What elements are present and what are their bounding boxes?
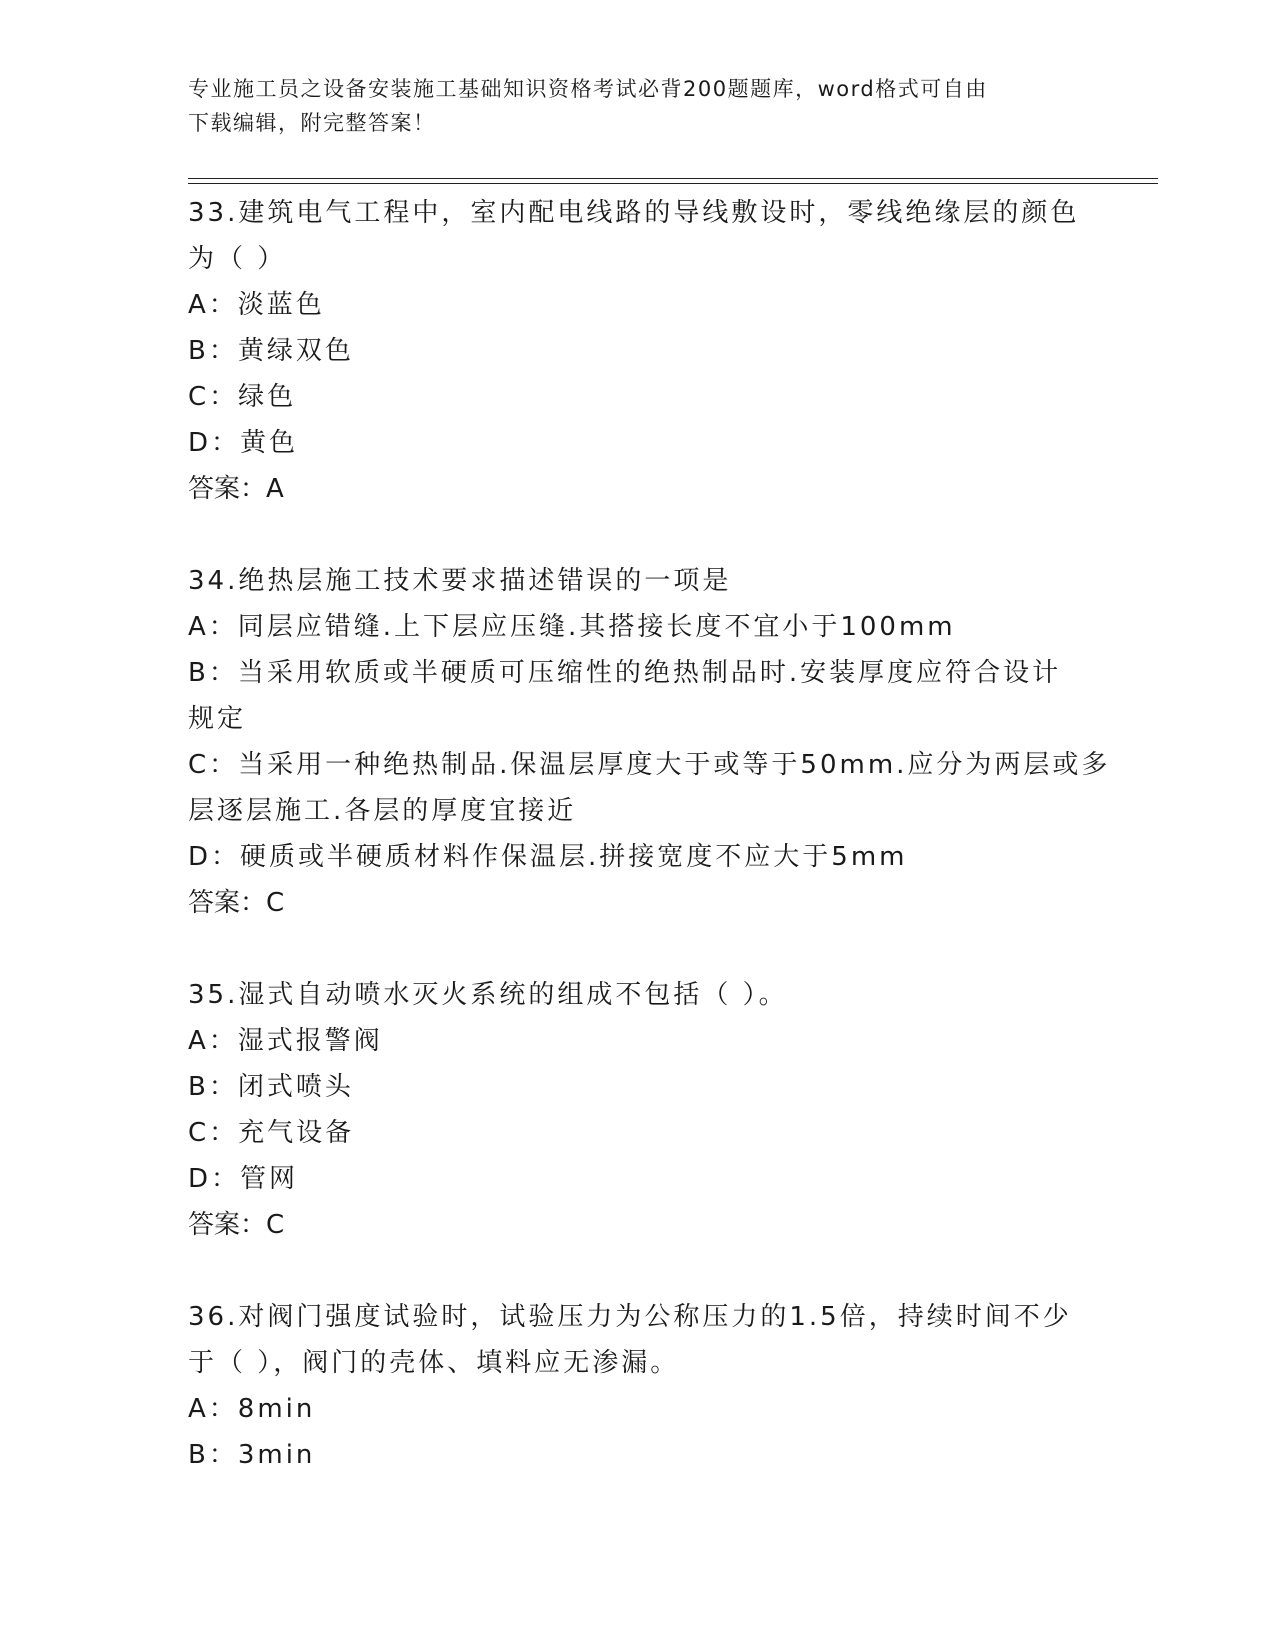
answer-option: B：黄绿双色 <box>188 336 354 366</box>
question-stem: 于（ ），阀门的壳体、填料应无渗漏。 <box>188 1348 680 1378</box>
answer-key: 答案：C <box>188 888 285 918</box>
question-stem: 为（ ） <box>188 244 287 274</box>
answer-option: A：8min <box>188 1394 316 1424</box>
question-stem: 34.绝热层施工技术要求描述错误的一项是 <box>188 566 732 596</box>
question-stem: 36.对阀门强度试验时，试验压力为公称压力的1.5倍，持续时间不少 <box>188 1302 1072 1332</box>
header-divider <box>188 178 1158 184</box>
question-block <box>188 1294 1088 1478</box>
answer-option: 规定 <box>188 704 247 734</box>
answer-key: 答案：C <box>188 1210 285 1240</box>
answer-option: A：淡蓝色 <box>188 290 325 320</box>
answer-option: A：湿式报警阀 <box>188 1026 383 1056</box>
header-line: 下载编辑，附完整答案！ <box>188 111 436 135</box>
answer-option: 层逐层施工.各层的厚度宜接近 <box>188 796 577 826</box>
question-block <box>188 972 1088 1248</box>
question-block <box>188 190 1088 512</box>
header-line: 专业施工员之设备安装施工基础知识资格考试必背200题题库，word格式可自由 <box>188 77 988 101</box>
answer-option: D：管网 <box>188 1164 299 1194</box>
answer-option: D：黄色 <box>188 428 299 458</box>
document-header <box>188 72 1088 140</box>
question-block <box>188 558 1111 926</box>
answer-option: C：当采用一种绝热制品.保温层厚度大于或等于50mm.应分为两层或多 <box>188 750 1111 780</box>
answer-option: C：绿色 <box>188 382 297 412</box>
question-list <box>188 190 1111 1524</box>
answer-key: 答案：A <box>188 474 284 504</box>
question-stem: 35.湿式自动喷水灭火系统的组成不包括（ ）。 <box>188 980 788 1010</box>
answer-option: C：充气设备 <box>188 1118 355 1148</box>
answer-option: B：闭式喷头 <box>188 1072 354 1102</box>
answer-option: A：同层应错缝.上下层应压缝.其搭接长度不宜小于100mm <box>188 612 956 642</box>
question-stem: 33.建筑电气工程中，室内配电线路的导线敷设时，零线绝缘层的颜色 <box>188 198 1080 228</box>
answer-option: B：当采用软质或半硬质可压缩性的绝热制品时.安装厚度应符合设计 <box>188 658 1062 688</box>
answer-option: D：硬质或半硬质材料作保温层.拼接宽度不应大于5mm <box>188 842 908 872</box>
answer-option: B：3min <box>188 1440 316 1470</box>
